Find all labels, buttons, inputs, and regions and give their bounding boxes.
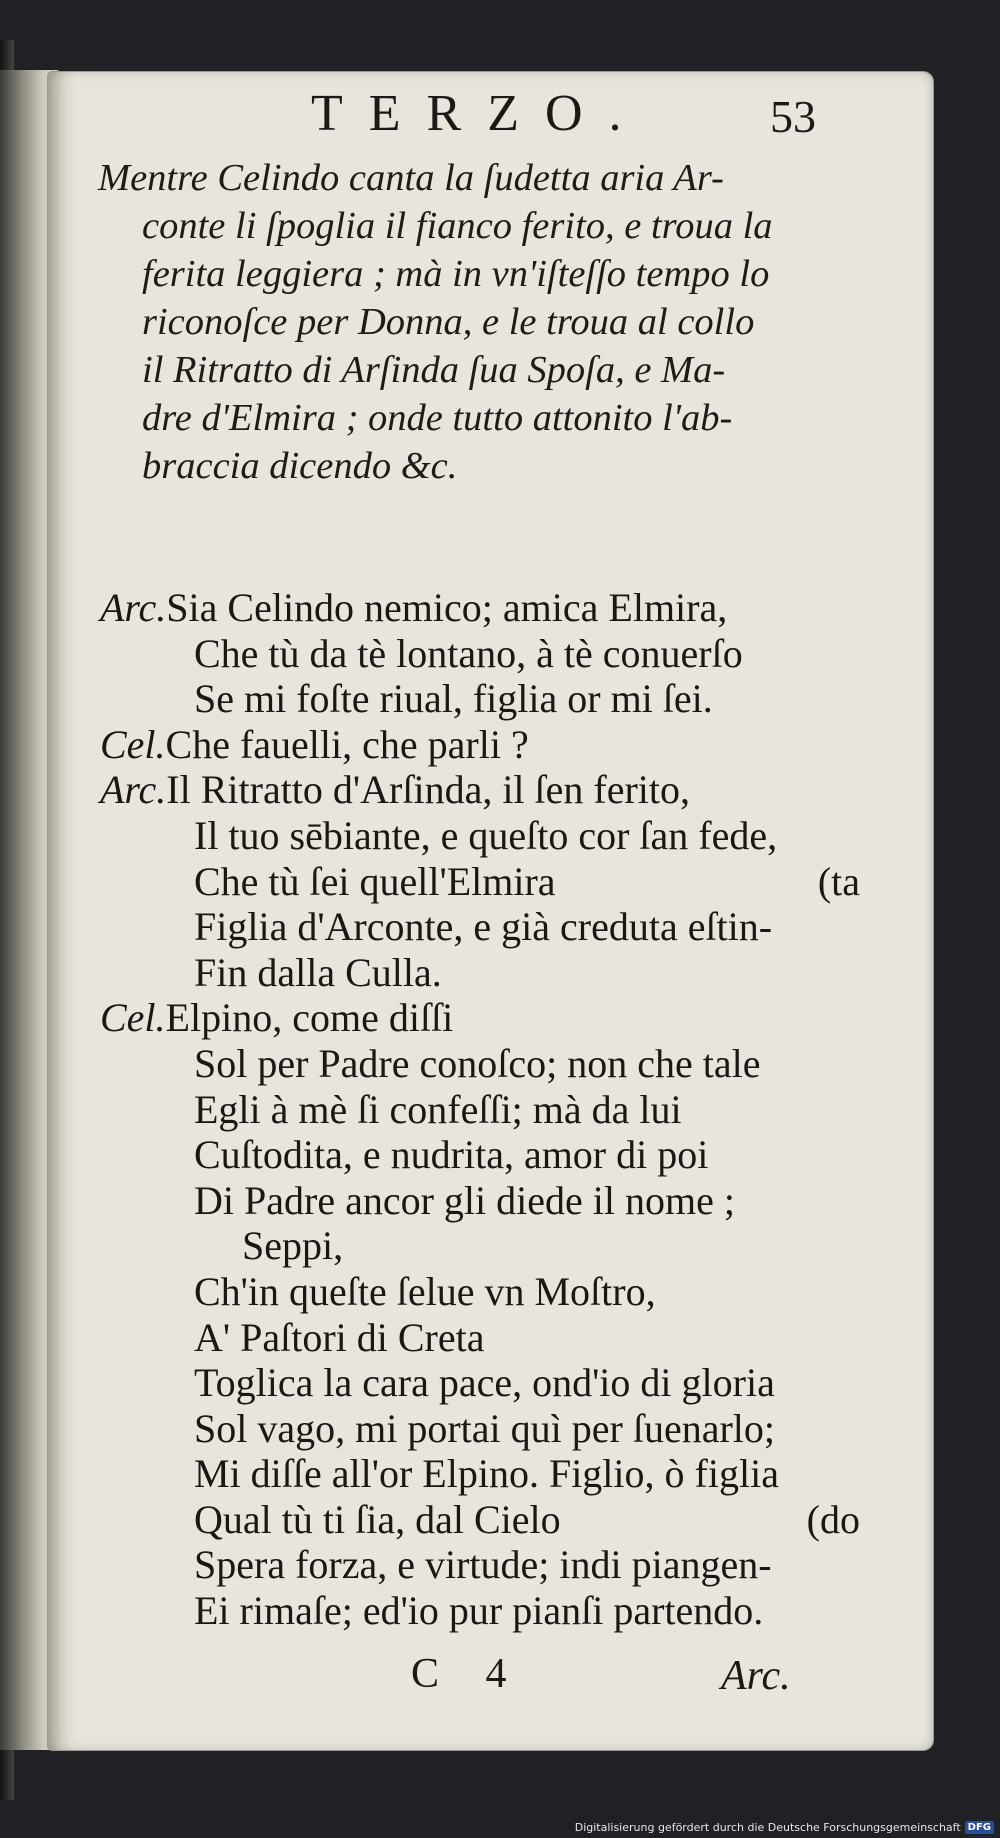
dialogue-text: A' Paſtori di Creta [194, 1314, 485, 1360]
dialogue-text: Qual tù ti ſia, dal Cielo [194, 1496, 561, 1542]
dialogue-line [100, 1497, 920, 1543]
dialogue-line [100, 1406, 920, 1452]
dialogue-line [100, 585, 920, 631]
stage-direction-line: braccia dicendo &c. [142, 445, 458, 487]
dialogue-line [100, 631, 920, 677]
dialogue-line [100, 950, 920, 996]
dialogue-line [100, 1588, 920, 1634]
stage-direction-line: il Ritratto di Arſinda ſua Spoſa, e Ma- [142, 349, 726, 391]
speaker-name: Arc. [100, 767, 167, 813]
dialogue-line [100, 767, 920, 813]
dialogue-text: Il Ritratto d'Arſinda, il ſen ferito, [166, 767, 691, 813]
speaker-name: Cel. [100, 721, 166, 767]
speaker-name: Arc. [100, 585, 167, 630]
dialogue-text: Toglica la cara pace, ond'io di gloria [194, 1360, 775, 1406]
dialogue-block [100, 585, 920, 1634]
dialogue-line [100, 676, 920, 722]
dialogue-text: Il tuo sēbiante, e queſto cor ſan fede, [194, 812, 778, 858]
dialogue-line [100, 1223, 920, 1269]
dialogue-text: Di Padre ancor gli diede il nome ; [194, 1177, 735, 1223]
turnover-fragment: (ta [817, 858, 860, 904]
dialogue-text: Cuſtodita, e nudrita, amor di poi [194, 1132, 709, 1178]
dialogue-line [100, 722, 920, 768]
dialogue-text: Ch'in queſte ſelue vn Moſtro, [194, 1268, 656, 1314]
dialogue-text: Fin dalla Culla. [194, 949, 442, 995]
stage-direction-line: conte li ſpoglia il fianco ferito, e troua la [142, 205, 773, 247]
turnover-fragment: (do [806, 1496, 860, 1542]
digitization-credit [575, 1821, 994, 1834]
dialogue-line [100, 1542, 920, 1588]
dialogue-text: Che tù da tè lontano, à tè conuerſo [194, 630, 743, 676]
dialogue-text: Sia Celindo nemico; amica Elmira, [166, 585, 728, 630]
dialogue-line [100, 1087, 920, 1133]
speaker-name: Cel. [100, 995, 166, 1041]
dialogue-line [100, 1132, 920, 1178]
credit-text: Digitalisierung gefördert durch die Deutsche Forschungsgemeinschaft [574, 1821, 961, 1834]
stage-direction-line: Mentre Celindo canta la ſudetta aria Ar- [98, 157, 724, 199]
page-footer [48, 1650, 933, 1710]
dialogue-line [100, 1178, 920, 1224]
page-number: 53 [770, 91, 816, 142]
dialogue-line [100, 1269, 920, 1315]
dialogue-line [100, 1360, 920, 1406]
dialogue-text: Seppi, [242, 1223, 344, 1269]
dialogue-text: Mi diſſe all'or Elpino. Figlio, ò figlia [194, 1451, 779, 1497]
signature-mark: C 4 [411, 1651, 525, 1697]
dialogue-text: Che tù ſei quell'Elmira [194, 858, 556, 904]
book-page [48, 72, 933, 1750]
stage-direction-line: dre d'Elmira ; onde tutto attonito l'ab- [142, 397, 733, 439]
stage-direction-line: riconoſce per Donna, e le troua al collo [142, 301, 755, 343]
dialogue-text: Spera forza, e virtude; indi piangen- [194, 1542, 772, 1588]
dialogue-line [100, 859, 920, 905]
catchword: Arc. [721, 1653, 791, 1699]
dialogue-line [100, 1451, 920, 1497]
stage-direction [98, 154, 908, 490]
dialogue-text: Egli à mè ſi confeſſi; mà da lui [194, 1086, 682, 1132]
dialogue-line [100, 1041, 920, 1087]
dialogue-text: Elpino, come diſſi [165, 995, 454, 1041]
dialogue-text: Sol vago, mi portai quì per ſuenarlo; [194, 1405, 775, 1451]
running-head: TERZO. [311, 85, 648, 142]
dialogue-text: Sol per Padre conoſco; non che tale [194, 1040, 761, 1086]
dialogue-text: Figlia d'Arconte, e già creduta eſtin- [194, 904, 773, 950]
dialogue-line [100, 995, 920, 1041]
dialogue-text: Ei rimaſe; ed'io pur pianſi partendo. [194, 1588, 764, 1634]
dialogue-text: Che fauelli, che parli ? [165, 721, 529, 767]
dialogue-line [100, 904, 920, 950]
dialogue-line [100, 1315, 920, 1361]
dialogue-text: Se mi foſte riual, figlia or mi ſei. [194, 676, 713, 722]
dfg-logo: DFG [965, 1821, 994, 1834]
dialogue-line [100, 813, 920, 859]
page-header [48, 82, 933, 152]
stage-direction-line: ferita leggiera ; mà in vn'iſteſſo tempo lo [142, 253, 770, 295]
